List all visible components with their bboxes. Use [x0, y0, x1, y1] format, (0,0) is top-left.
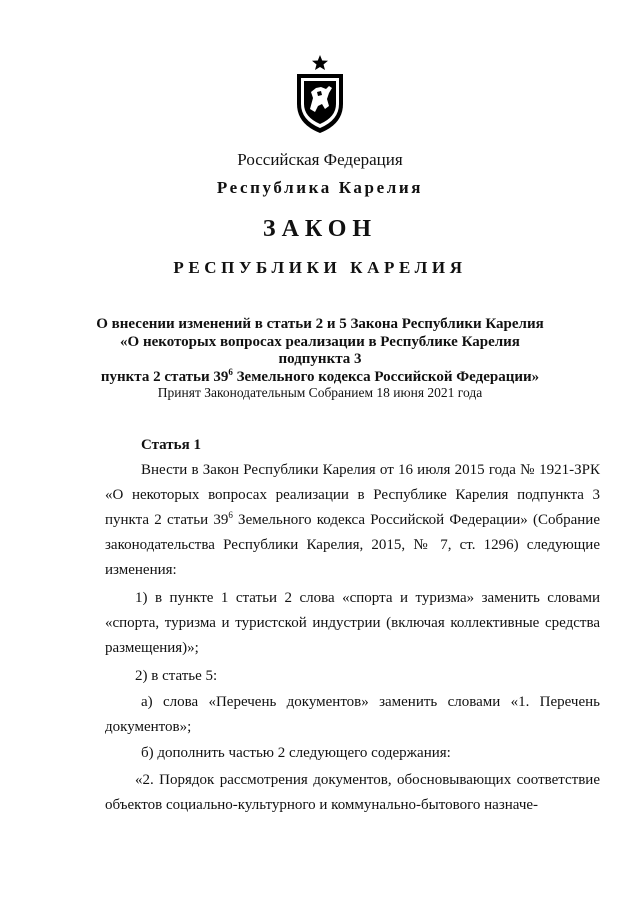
article-heading: Статья 1 — [141, 437, 201, 453]
superscript: 6 — [228, 366, 233, 377]
article-paragraph: а) слова «Перечень документов» заменить словами «1. Перечень документов»; — [105, 694, 600, 735]
article-paragraph: «2. Порядок рассмотрения документов, обосновывающих соответствие объектов социально-культурного и коммунально-бытового назначе- — [105, 772, 600, 813]
coat-of-arms-icon — [291, 54, 349, 134]
document-type-heading: ЗАКОН — [262, 216, 378, 242]
superscript: 6 — [228, 510, 233, 520]
law-title-line: «О некоторых вопросах реализации в Республике Карелия подпункта 3 — [120, 333, 520, 367]
law-title-line: пункта 2 статьи $39^6$ Земельного кодекса Российской Федерации» — [100, 366, 540, 385]
article-paragraph: 1) в пункте 1 статьи 2 слова «спорта и туризма» заменить словами «спорта, туризма и туристской индустрии (включая коллективные средства размещения)»; — [105, 590, 600, 656]
article-paragraph: б) дополнить частью 2 следующего содержания: — [141, 745, 451, 761]
article-paragraph: 2) в статье 5: — [135, 668, 218, 684]
acceptance-note: Принят Законодательным Собранием 18 июня 2021 года — [157, 385, 483, 400]
federation-label: Российская Федерация — [237, 150, 403, 169]
republic-label: Республика Карелия — [216, 178, 424, 197]
document-owner-heading: РЕСПУБЛИКИ КАРЕЛИЯ — [173, 258, 467, 277]
law-title — [90, 316, 550, 386]
law-title-line: О внесении изменений в статьи 2 и 5 Закона Республики Карелия — [96, 316, 544, 332]
article-paragraph: Внести в Закон Республики Карелия от 16 июля 2015 года № 1921-ЗРК «О некоторых вопросах реализации в Республике Карелия подпункта 3 пункта 2 статьи $39^6$ Земельного кодекса Российской Федерации» (Собрание законодательства Республики Карелия, 2015, № 7, ст. 1296) следующие изменения: — [105, 462, 600, 578]
